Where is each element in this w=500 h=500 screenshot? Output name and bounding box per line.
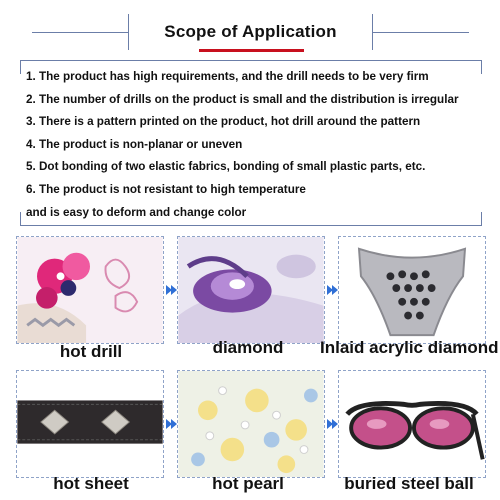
caption-hot-drill: hot drill xyxy=(59,342,123,361)
section-header xyxy=(0,14,500,54)
hot-sheet-photo xyxy=(16,370,164,478)
inlaid-acrylic-diamond-photo xyxy=(338,236,486,344)
title-rule-right xyxy=(373,32,469,33)
caption-inlaid-acrylic-diamond: Inlaid acrylic diamond xyxy=(320,338,499,357)
list-frame-bottom xyxy=(20,212,482,226)
caption-buried-steel-ball: buried steel ball xyxy=(344,474,474,493)
arrow-right-icon xyxy=(164,283,178,297)
title-rule-left xyxy=(32,32,128,33)
hot-pearl-illustration xyxy=(178,371,324,477)
list-item: 6. The product is not resistant to high temperature xyxy=(26,182,306,196)
hot-drill-illustration xyxy=(17,237,163,343)
list-item: and is easy to deform and change color xyxy=(26,205,247,219)
hot-pearl-photo xyxy=(177,370,325,478)
list-item: 1. The product has high requirements, and the drill needs to be very firm xyxy=(26,70,429,83)
list-item: 5. Dot bonding of two elastic fabrics, bonding of small plastic parts, etc. xyxy=(26,160,426,174)
hot-sheet-illustration xyxy=(17,371,163,477)
caption-hot-pearl: hot pearl xyxy=(212,474,284,493)
arrow-right-icon xyxy=(325,283,339,297)
buried-steel-ball-photo xyxy=(338,370,486,478)
arrow-right-icon xyxy=(325,417,339,431)
list-item: 3. There is a pattern printed on the product, hot drill around the pattern xyxy=(26,115,421,129)
sunglasses-illustration xyxy=(339,371,485,477)
diamond-illustration xyxy=(178,237,324,343)
caption-diamond: diamond xyxy=(212,338,284,357)
inlaid-diamond-illustration xyxy=(339,237,485,343)
list-item: 4. The product is non-planar or uneven xyxy=(26,137,243,151)
arrow-right-icon xyxy=(164,417,178,431)
title-frame xyxy=(128,14,373,50)
caption-hot-sheet: hot sheet xyxy=(53,474,129,493)
title-accent-underline xyxy=(199,49,304,52)
page-title: Scope of Application xyxy=(164,22,337,41)
diamond-photo xyxy=(177,236,325,344)
application-list xyxy=(26,66,498,224)
list-item: 2. The number of drills on the product is small and the distribution is irregular xyxy=(26,92,459,106)
hot-drill-photo xyxy=(16,236,164,344)
